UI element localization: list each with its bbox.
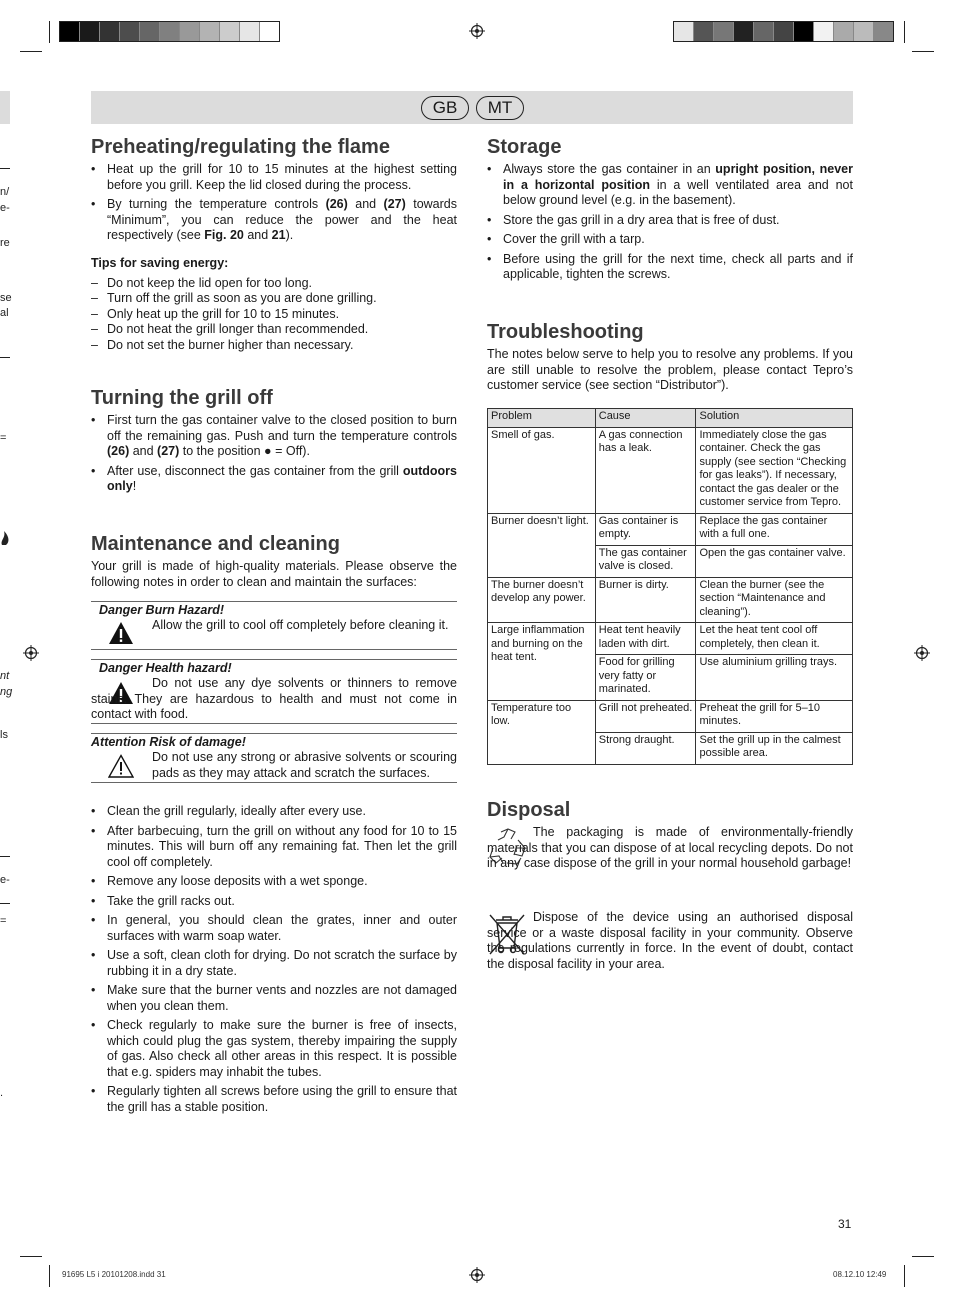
warning-heading: Danger Health hazard! bbox=[99, 661, 232, 675]
troubleshooting-intro: The notes below serve to help you to resolve any problems. If you are still unable to resolve the problem, please contact Tepro’s customer service (see section “Distributor”). bbox=[487, 347, 853, 392]
list-item: • Remove any loose deposits with a wet sponge. bbox=[91, 874, 457, 890]
solution-cell: Open the gas container valve. bbox=[696, 545, 853, 577]
table-row bbox=[488, 623, 853, 655]
crop-mark bbox=[20, 51, 42, 52]
edge-text: re bbox=[0, 237, 10, 249]
solution-cell: Immediately close the gas container. Check the gas supply (see section “Checking for gas leaks”). If necessary, contact the gas dealer or the customer service from Tepro. bbox=[696, 427, 853, 513]
list-item: • Store the gas grill in a dry area that is free of dust. bbox=[487, 213, 853, 229]
list-item: • Regularly tighten all screws before using the grill to ensure that the grill has a stable position. bbox=[91, 1084, 457, 1115]
storage-section bbox=[487, 162, 853, 287]
registration-mark-icon bbox=[469, 1267, 485, 1283]
edge-text: ls bbox=[0, 729, 8, 741]
tip-item: – Turn off the grill as soon as you are done grilling. bbox=[91, 291, 457, 307]
solution-cell: Use aluminium grilling trays. bbox=[696, 655, 853, 701]
color-bar-right bbox=[673, 21, 894, 42]
list-item: • Heat up the grill for 10 to 15 minutes at the highest setting before you grill. Keep the lid closed during the process. bbox=[91, 162, 457, 193]
edge-text: e- bbox=[0, 202, 10, 214]
cause-cell: Grill not preheated. bbox=[595, 700, 696, 732]
language-badge-gb: GB bbox=[421, 96, 469, 120]
page-number: 31 bbox=[838, 1217, 852, 1231]
warning-heading: Attention Risk of damage! bbox=[91, 735, 246, 749]
crop-mark bbox=[904, 21, 905, 43]
problem-cell: Burner doesn’t light. bbox=[488, 513, 596, 577]
edge-rule bbox=[0, 357, 10, 358]
list-item: • Make sure that the burner vents and nozzles are not damaged when you clean them. bbox=[91, 983, 457, 1014]
section-title-preheating: Preheating/regulating the flame bbox=[91, 136, 390, 158]
table-row bbox=[488, 700, 853, 732]
section-title-turning-off: Turning the grill off bbox=[91, 387, 273, 409]
edge-text: ng bbox=[0, 686, 13, 698]
edge-rule bbox=[0, 856, 10, 857]
list-item: • By turning the temperature controls (26) and (27) towards “Minimum”, you can reduce the power and the heat respectively (see Fig. 20 and 21). bbox=[91, 197, 457, 244]
cause-cell: Gas container is empty. bbox=[595, 513, 696, 545]
list-item: • In general, you should clean the grates, inner and outer surfaces with warm soap water. bbox=[91, 913, 457, 944]
list-item: • After use, disconnect the gas container from the grill outdoors only! bbox=[91, 464, 457, 495]
list-item: • Always store the gas container in an upright position, never in a horizontal position in a well ventilated area and not below ground level (e.g. in the basement). bbox=[487, 162, 853, 209]
crop-mark bbox=[20, 1256, 42, 1257]
list-item: • Cover the grill with a tarp. bbox=[487, 232, 853, 248]
list-item: • Use a soft, clean cloth for drying. Do not scratch the surface by rubbing it in a dry state. bbox=[91, 948, 457, 979]
edge-text: se bbox=[0, 292, 12, 304]
list-item: • After barbecuing, turn the grill on without any food for 10 to 15 minutes. This will burn off any remaining fat. Then let the grill cool off completely. bbox=[91, 824, 457, 871]
crop-mark bbox=[49, 1265, 50, 1287]
list-item: • First turn the gas container valve to the closed position to burn off the remaining gas. Push and turn the temperature controls (26) and (27) to the position ● = Off). bbox=[91, 413, 457, 460]
warning-heading: Danger Burn Hazard! bbox=[99, 603, 225, 617]
left-edge-gray-strip bbox=[0, 91, 10, 124]
problem-cell: Large inflammation and burning on the heat tent. bbox=[488, 623, 596, 701]
warning-burn-hazard bbox=[91, 601, 457, 650]
crop-mark bbox=[904, 1265, 905, 1287]
warning-text: Do not use any dye solvents or thinners to remove stains. They are hazardous to health and must not come in contact with food. bbox=[91, 676, 457, 721]
tip-item: – Only heat up the grill for 10 to 15 minutes. bbox=[91, 307, 457, 323]
crop-mark bbox=[912, 1256, 934, 1257]
language-band bbox=[91, 91, 853, 124]
tip-item: – Do not set the burner higher than necessary. bbox=[91, 338, 457, 354]
tip-item: – Do not keep the lid open for too long. bbox=[91, 276, 457, 292]
edge-text: n/ bbox=[0, 186, 10, 198]
edge-text: e- bbox=[0, 874, 10, 886]
crop-mark bbox=[912, 51, 934, 52]
warning-text: Allow the grill to cool off completely before cleaning it. bbox=[152, 618, 449, 632]
section-title-disposal: Disposal bbox=[487, 799, 571, 821]
column-header: Problem bbox=[488, 409, 596, 428]
cause-cell: Burner is dirty. bbox=[595, 577, 696, 623]
tip-item: – Do not heat the grill longer than recommended. bbox=[91, 322, 457, 338]
edge-text: al bbox=[0, 307, 9, 319]
problem-cell: Smell of gas. bbox=[488, 427, 596, 513]
solution-cell: Clean the burner (see the section “Maintenance and cleaning”). bbox=[696, 577, 853, 623]
table-row bbox=[488, 513, 853, 545]
maintenance-intro: Your grill is made of high-quality materials. Please observe the following notes in order to clean and maintain the surfaces: bbox=[91, 559, 457, 589]
warning-text: Do not use any strong or abrasive solvents or scouring pads as they may attack and scratch the surfaces. bbox=[152, 750, 457, 780]
list-item: • Check regularly to make sure the burner is free of insects, which could plug the gas system, thereby impairing the supply of gas. Also check all other areas in this respect. It is possible that e.g. spiders may inhabit the tubes. bbox=[91, 1018, 457, 1080]
language-badge-mt: MT bbox=[476, 96, 524, 120]
registration-mark-icon bbox=[469, 23, 485, 39]
crop-mark bbox=[49, 21, 50, 43]
edge-text: = bbox=[0, 915, 7, 927]
table-row bbox=[488, 577, 853, 623]
footer-file-info: 91695 L5 i 20101208.indd 31 bbox=[62, 1270, 166, 1279]
list-item: • Before using the grill for the next time, check all parts and if applicable, tighten the screws. bbox=[487, 252, 853, 283]
table-header-row bbox=[488, 409, 853, 428]
edge-text: = bbox=[0, 432, 7, 444]
flame-icon bbox=[0, 530, 10, 546]
registration-mark-icon bbox=[914, 645, 930, 661]
packaging-disposal-text: The packaging is made of environmentally-friendly materials that you can dispose of at local recycling depots. Do not in any case dispose of the grill in your normal household garbage! bbox=[487, 825, 853, 870]
device-disposal-text: Dispose of the device using an authorised disposal service or a waste disposal facility in your community. Observe the regulations currently in force. In the event of doubt, contact the disposal facility in your area. bbox=[487, 910, 853, 971]
warning-risk-of-damage bbox=[91, 733, 457, 783]
tips-title: Tips for saving energy: bbox=[91, 256, 229, 270]
danger-triangle-icon bbox=[108, 621, 134, 645]
column-header: Solution bbox=[696, 409, 853, 428]
registration-mark-icon bbox=[23, 645, 39, 661]
solution-cell: Set the grill up in the calmest possible area. bbox=[696, 732, 853, 764]
section-title-storage: Storage bbox=[487, 136, 562, 158]
edge-rule bbox=[0, 903, 10, 904]
turning-off-section bbox=[91, 413, 457, 499]
edge-rule bbox=[0, 168, 10, 169]
cause-cell: Strong draught. bbox=[595, 732, 696, 764]
energy-tips bbox=[91, 256, 457, 353]
preheating-section bbox=[91, 162, 457, 248]
cause-cell: Heat tent heavily laden with dirt. bbox=[595, 623, 696, 655]
cause-cell: The gas container valve is closed. bbox=[595, 545, 696, 577]
maintenance-steps bbox=[91, 804, 457, 1119]
table-row bbox=[488, 427, 853, 513]
footer-date: 08.12.10 12:49 bbox=[833, 1270, 887, 1279]
list-item: • Take the grill racks out. bbox=[91, 894, 457, 910]
color-bar-left bbox=[59, 21, 280, 42]
list-item: • Clean the grill regularly, ideally after every use. bbox=[91, 804, 457, 820]
caution-triangle-icon bbox=[108, 754, 134, 778]
section-title-maintenance: Maintenance and cleaning bbox=[91, 533, 340, 555]
cause-cell: Food for grilling very fatty or marinated. bbox=[595, 655, 696, 701]
troubleshooting-table bbox=[487, 408, 853, 765]
cause-cell: A gas connection has a leak. bbox=[595, 427, 696, 513]
edge-text: nt bbox=[0, 670, 10, 682]
edge-text: . bbox=[0, 1087, 4, 1099]
problem-cell: The burner doesn’t develop any power. bbox=[488, 577, 596, 623]
solution-cell: Replace the gas container with a full one. bbox=[696, 513, 853, 545]
warning-health-hazard bbox=[91, 659, 457, 724]
solution-cell: Let the heat tent cool off completely, then clean it. bbox=[696, 623, 853, 655]
column-header: Cause bbox=[595, 409, 696, 428]
section-title-troubleshooting: Troubleshooting bbox=[487, 321, 644, 343]
solution-cell: Preheat the grill for 5–10 minutes. bbox=[696, 700, 853, 732]
problem-cell: Temperature too low. bbox=[488, 700, 596, 764]
